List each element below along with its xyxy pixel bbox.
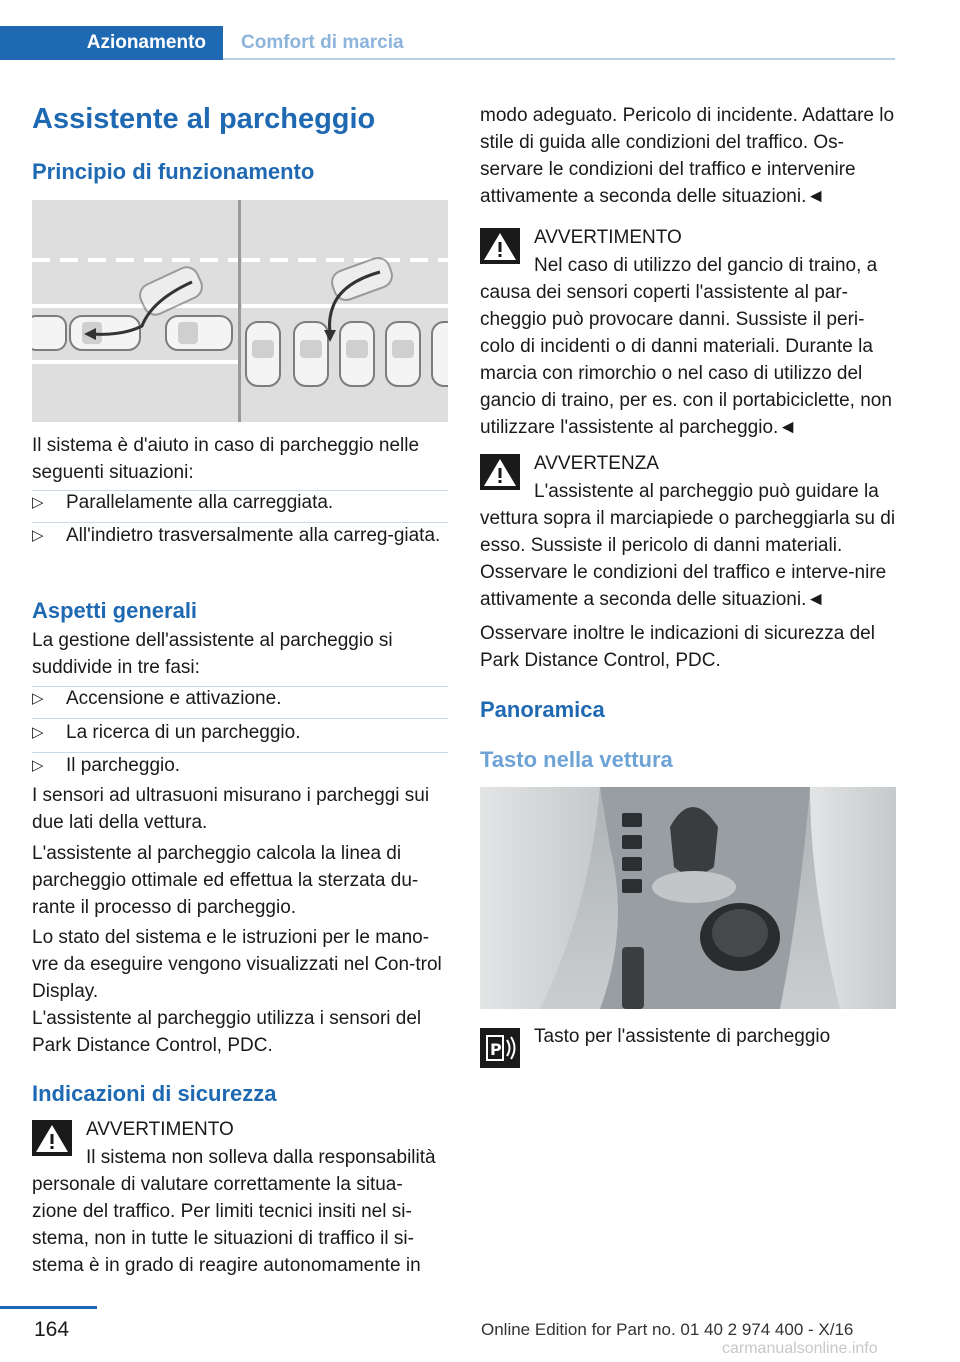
page-title: Assistente al parcheggio <box>32 103 376 135</box>
note-title: AVVERTENZA <box>534 453 659 474</box>
footer-rule <box>0 1306 97 1309</box>
header-tabbar <box>0 26 895 60</box>
list-item: ▷ Accensione e attivazione. <box>32 685 448 712</box>
aspetti-paragraph: La gestione dell'assistente al parcheggio si suddivide in tre fasi: <box>32 630 393 678</box>
tab-underline <box>223 58 895 60</box>
list-item: ▷ All'indietro trasversalmente alla carreg-giata. <box>32 522 448 549</box>
paragraph-calcolo: L'assistente al parcheggio calcola la linea di parcheggio ottimale ed effettua la sterzata du-rante il processo di parcheggio. <box>32 843 419 918</box>
list-item: ▷ Il parcheggio. <box>32 752 448 779</box>
bullet-triangle-icon: ▷ <box>32 757 44 774</box>
warning-continuation: modo adeguato. Pericolo di incidente. Adattare lo stile di guida alle condizioni del traffico. Os-servare le condizioni del traffico e intervenire attivamente a seconda delle situazioni.◄ <box>480 105 895 207</box>
tab-azionamento[interactable]: Azionamento <box>0 26 223 60</box>
section-heading-sicurezza: Indicazioni di sicurezza <box>32 1081 277 1106</box>
paragraph-pdc: L'assistente al parcheggio utilizza i sensori del Park Distance Control, PDC. <box>32 1008 422 1056</box>
parking-illustration <box>32 200 448 422</box>
page-number: 164 <box>34 1318 70 1341</box>
svg-text:P: P <box>490 1040 502 1059</box>
note-text: L'assistente al parcheggio può guidare la vettura sopra il marciapiede o parcheggiarla su di esso. Sussiste il pericolo di danni materiali. Osservare le condizioni del traffico e interve-nire attivamente a seconda delle situazioni.◄ <box>480 481 896 610</box>
paragraph-display: Lo stato del sistema e le istruzioni per le mano-vre da eseguire vengono visualizzati nel Con-trol Display. <box>32 927 442 1002</box>
center-console-photo <box>480 787 896 1009</box>
tasto-caption: Tasto per l'assistente di parcheggio <box>534 1026 831 1047</box>
warning-title: AVVERTIMENTO <box>534 227 682 248</box>
tab-comfort-di-marcia[interactable]: Comfort di marcia <box>241 32 404 53</box>
paragraph-pdc-safety: Osservare inoltre le indicazioni di sicurezza del Park Distance Control, PDC. <box>480 623 875 671</box>
warning-title: AVVERTIMENTO <box>86 1119 234 1140</box>
section-heading-principio: Principio di funzionamento <box>32 159 315 184</box>
warning-text: Nel caso di utilizzo del gancio di traino, a causa dei sensori coperti l'assistente al par-cheggio può provocare danni. Sussiste il peri-colo di incidenti o di danni materiali. Durante la marcia con rimorchio o nel caso di utilizzo del gancio di traino, per es. con il portabiciclette, non utilizzare l'assistente al parcheggio.◄ <box>480 255 892 438</box>
edition-note: Online Edition for Part no. 01 40 2 974 400 - X/16 <box>481 1320 854 1339</box>
bullet-triangle-icon: ▷ <box>32 690 44 707</box>
paragraph-sensori: I sensori ad ultrasuoni misurano i parcheggi sui due lati della vettura. <box>32 785 430 833</box>
intro-paragraph: Il sistema è d'aiuto in caso di parcheggio nelle seguenti situazioni: <box>32 435 420 483</box>
warning-text: Il sistema non solleva dalla responsabilità personale di valutare correttamente la situa-zione del traffico. Per limiti tecnici insiti nel si-stema, non in tutte le situazioni di traffico il si-stema è in grado di reagire autonomamente in <box>32 1147 436 1276</box>
bullet-triangle-icon: ▷ <box>32 494 44 511</box>
section-heading-panoramica: Panoramica <box>480 697 605 722</box>
list-item: ▷ La ricerca di un parcheggio. <box>32 719 448 746</box>
list-item: ▷ Parallelamente alla carreggiata. <box>32 489 448 516</box>
park-assist-button-icon <box>480 1028 520 1068</box>
bullet-triangle-icon: ▷ <box>32 527 44 544</box>
bullet-triangle-icon: ▷ <box>32 724 44 741</box>
section-heading-tasto: Tasto nella vettura <box>480 747 673 772</box>
watermark: carmanualsonline.info <box>722 1340 878 1357</box>
section-heading-aspetti: Aspetti generali <box>32 598 198 623</box>
